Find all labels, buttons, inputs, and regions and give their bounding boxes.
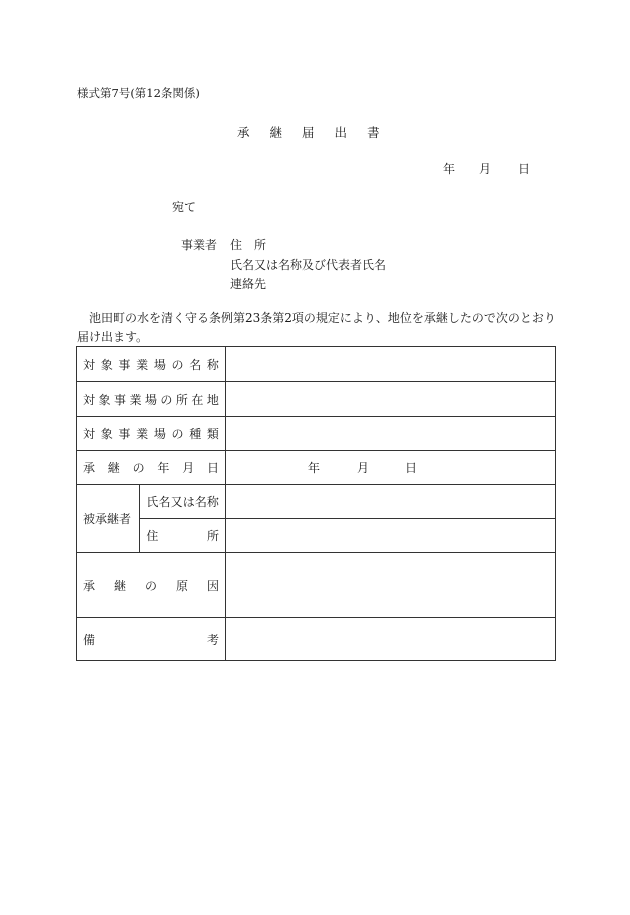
submission-date [443,160,530,177]
row-label-remarks [77,618,226,661]
row-label-text: 対 象 事 業 場 の 名 称 [83,357,219,372]
body-text: 池田町の水を清く守る条例第23条第2項の規定により、地位を承継したので次のとおり届け出ます。 [77,311,556,344]
succession-day: 日 [405,461,418,475]
row-label-text: 承 継 の 原 因 [83,578,219,593]
succession-year: 年 [308,461,321,475]
date-month: 月 [479,162,492,176]
succession-month: 月 [357,461,370,475]
table-row [77,382,556,417]
row-label-facility-type [77,417,226,451]
row-label-text: 備 考 [83,632,219,647]
title-char: 継 [269,125,283,140]
table-row [77,485,556,519]
title-char: 承 [237,125,250,140]
row-label-text: 承 継 の 年 月 日 [83,461,219,475]
applicant-label: 事業者 [181,238,218,252]
row-label-text: 氏 名 又 は 名 称 [146,495,219,509]
row-label-predecessor-name [140,485,226,519]
row-label-predecessor [77,485,140,553]
notification-table [76,346,556,661]
table-row [77,519,556,553]
row-label-succession-date [77,451,226,485]
addressee: 宛て [172,200,197,214]
row-label-predecessor-address [140,519,226,553]
succession-date-cell[interactable] [226,451,556,485]
applicant-address-label: 住 所 [230,238,267,252]
document-title [237,123,380,141]
table-row [77,417,556,451]
table-row [77,451,556,485]
title-char: 届 [302,125,315,140]
body-paragraph [77,309,557,347]
title-char: 書 [367,125,380,140]
table-row [77,553,556,618]
facility-location-cell[interactable] [226,382,556,417]
applicant-block [181,236,386,295]
table-row [77,347,556,382]
row-label-text: 住 所 [146,529,219,543]
date-day: 日 [518,162,531,176]
facility-type-cell[interactable] [226,417,556,451]
predecessor-address-cell[interactable] [226,519,556,553]
row-label-facility-location [77,382,226,417]
table-row [77,618,556,661]
date-year: 年 [443,162,456,176]
predecessor-name-cell[interactable] [226,485,556,519]
applicant-name-label: 氏名又は名称及び代表者氏名 [230,257,387,272]
row-label-text: 被承継者 [83,512,132,526]
succession-cause-cell[interactable] [226,553,556,618]
row-label-facility-name [77,347,226,382]
form-number-label: 様式第7号(第12条関係) [77,86,200,100]
row-label-text: 対 象 事 業 場 の 種 類 [83,427,219,441]
applicant-contact-label: 連絡先 [230,277,267,291]
row-label-text: 対 象 事 業 場 の 所 在 地 [83,392,219,407]
facility-name-cell[interactable] [226,347,556,382]
row-label-succession-cause [77,553,226,618]
remarks-cell[interactable] [226,618,556,661]
title-char: 出 [334,125,348,140]
